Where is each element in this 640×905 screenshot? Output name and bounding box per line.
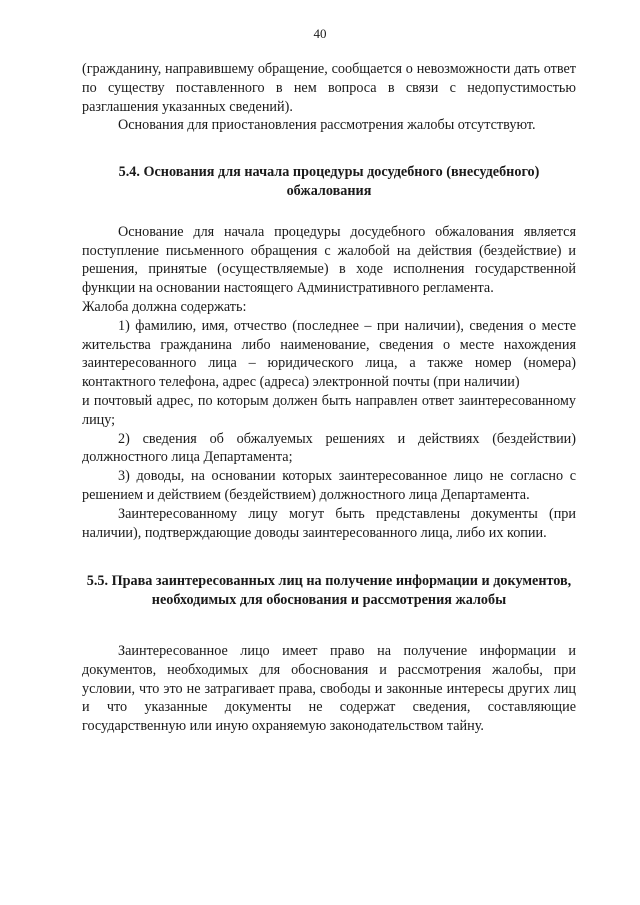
section-5-4-item-1-continued: и почтовый адрес, по которым должен быть направлен ответ заинтересованному лицу; xyxy=(82,392,576,428)
section-5-4-item-2: 2) сведения об обжалуемых решениях и действиях (бездействии) должностного лица Департамента; xyxy=(82,430,576,466)
section-5-5-paragraph-1: Заинтересованное лицо имеет право на получение информации и документов, необходимых для обоснования и рассмотрения жалобы, при условии, что это не затрагивает права, свободы и законные интересы других лиц и что указанные документы не содержат сведения, составляющие государственную или иную охраняемую законодательством тайну. xyxy=(82,642,576,735)
page-content xyxy=(82,60,576,736)
section-5-4-heading: 5.4. Основания для начала процедуры досудебного (внесудебного) обжалования xyxy=(118,164,540,199)
section-5-5-heading: 5.5. Права заинтересованных лиц на получение информации и документов, необходимых для обоснования и рассмотрения жалобы xyxy=(86,573,572,609)
intro-paragraph-2: Основания для приостановления рассмотрения жалобы отсутствуют. xyxy=(118,117,536,134)
section-5-4-item-3: 3) доводы, на основании которых заинтересованное лицо не согласно с решением и действием (бездействием) должностного лица Департамента. xyxy=(82,468,576,503)
section-5-4-paragraph-2: Жалоба должна содержать: xyxy=(82,298,247,315)
page-number: 40 xyxy=(313,26,327,41)
section-5-4-paragraph-1: Основание для начала процедуры досудебного обжалования является поступление письменного обращения с жалобой на действия (бездействие) и решения, принятые (осуществляемые) в ходе исполнения государственной функции на основании настоящего Административного регламента. xyxy=(82,223,576,297)
section-5-4-item-1: 1) фамилию, имя, отчество (последнее – при наличии), сведения о месте жительства гражданина либо наименование, сведения о месте нахождения заинтересованного лица – юридического лица, а также номер (номера) контактного телефона, адрес (адреса) электронной почты (при наличии) xyxy=(82,317,576,391)
intro-paragraph-1: (гражданину, направившему обращение, сообщается о невозможности дать ответ по существу поставленного в нем вопроса в связи с недопустимостью разглашения указанных сведений). xyxy=(82,61,576,115)
section-5-4-paragraph-3: Заинтересованному лицу могут быть представлены документы (при наличии), подтверждающие доводы заинтересованного лица, либо их копии. xyxy=(82,505,576,541)
